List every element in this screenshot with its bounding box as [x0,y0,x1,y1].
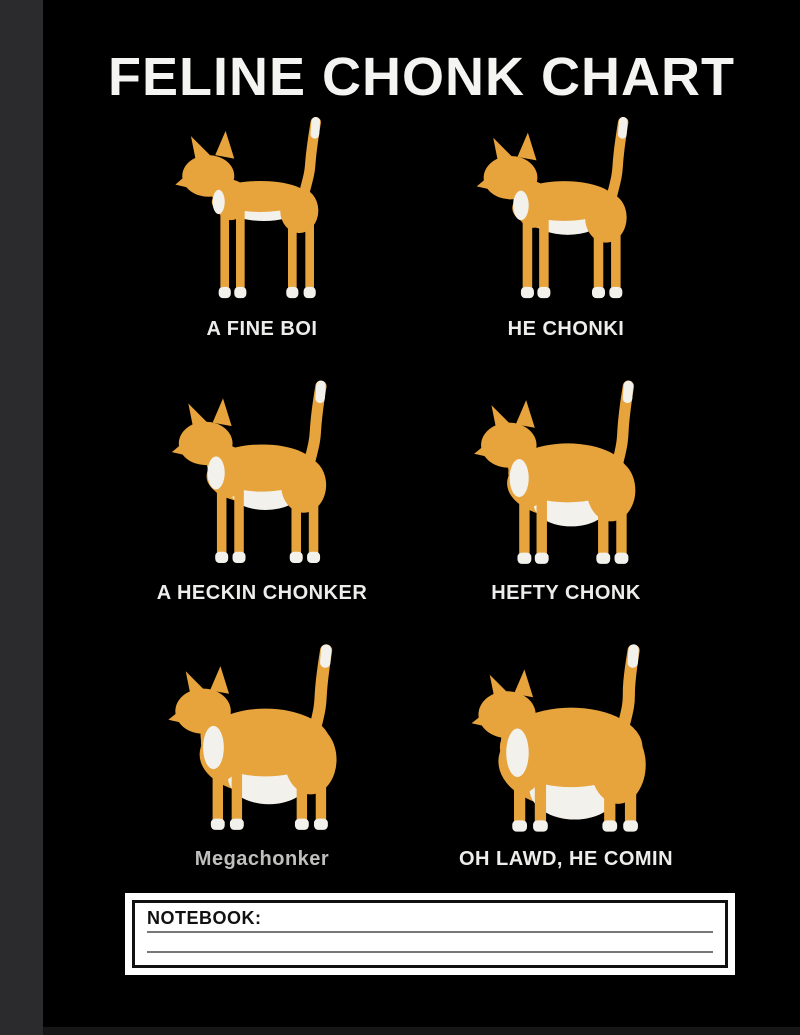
notebook-label: NOTEBOOK: [147,908,262,928]
chonk-label: HEFTY CHONK [491,582,641,604]
cat-silhouette-icon [158,372,366,572]
notebook-writing-line-2 [147,951,713,953]
cat-silhouette-icon [158,638,366,838]
cover-bottom-edge [43,1027,800,1035]
notebook-writing-line-1 [147,931,713,933]
notebook-title-box [125,893,735,975]
notebook-title-box-inner [132,900,728,968]
chonk-cell-megachonker [158,638,366,871]
book-spine [0,0,43,1035]
chonk-cell-oh-lawd-he-comin [458,638,674,871]
page-title: FELINE CHONK CHART [108,47,735,107]
cat-silhouette-icon [462,372,670,572]
cat-silhouette-icon [462,108,670,308]
chonk-cell-he-chonki [462,108,670,341]
chonk-label: HE CHONKI [507,318,625,340]
chonk-cell-a-heckin-chonker [158,372,366,605]
chonk-cell-a-fine-boi [158,108,366,341]
chonk-cell-hefty-chonk [462,372,670,605]
chonk-label: OH LAWD, HE COMIN [458,848,674,870]
chonk-label: A HECKIN CHONKER [156,582,368,604]
chonk-label: A FINE BOI [206,318,318,340]
cat-silhouette-icon [462,638,670,838]
cat-silhouette-icon [158,108,366,308]
chonk-label: Megachonker [194,848,330,870]
